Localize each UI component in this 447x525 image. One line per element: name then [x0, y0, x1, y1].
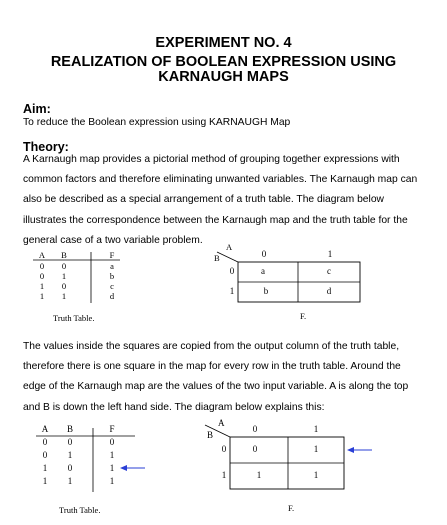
tt-cell: b — [109, 271, 115, 281]
tt-cell: 1 — [61, 291, 67, 301]
text-line: general case of a two variable problem. — [23, 234, 203, 246]
aim-heading: Aim: — [23, 102, 51, 116]
kmap-row-label: 1 — [221, 470, 227, 480]
kmap-cell-10: b — [263, 286, 269, 296]
tt-cell: 1 — [61, 271, 67, 281]
truth-table-2-caption: Truth Table. — [59, 505, 101, 515]
kmap-row-label: 1 — [229, 286, 235, 296]
text-line: edge of the Karnaugh map are the values of the two input variable. A is along the top — [23, 381, 409, 393]
arrow-left-icon — [347, 447, 354, 453]
kmap-row-label: 0 — [229, 266, 235, 276]
aim-text: To reduce the Boolean expression using KARNAUGH Map — [23, 117, 291, 128]
kmap-cell-01: 1 — [313, 444, 319, 454]
tt-cell: 1 — [109, 463, 115, 473]
tt-cell: 0 — [39, 261, 45, 271]
tt-cell: 1 — [39, 281, 45, 291]
tt-cell: 1 — [67, 476, 73, 486]
tt-cell: 1 — [42, 463, 48, 473]
kmap-var-b: B — [207, 430, 214, 440]
tt-cell: 0 — [67, 437, 73, 447]
theory-heading: Theory: — [23, 140, 69, 154]
text-line: also be described as a special arrangement of a truth table. The diagram below — [23, 194, 384, 206]
kmap-cell-11: 1 — [313, 470, 319, 480]
tt-cell: a — [110, 261, 114, 271]
subtitle-line-2: KARNAUGH MAPS — [158, 69, 289, 85]
tt-cell: 0 — [67, 463, 73, 473]
tt-header-b: B — [61, 250, 67, 260]
kmap-row-label: 0 — [221, 444, 227, 454]
kmap-var-a: A — [218, 418, 225, 428]
kmap-cell-00: 0 — [252, 444, 258, 454]
tt-cell: 1 — [109, 450, 115, 460]
tt-cell: 0 — [39, 271, 45, 281]
tt-cell: 1 — [67, 450, 73, 460]
subtitle-line-1: REALIZATION OF BOOLEAN EXPRESSION USING — [50, 54, 397, 70]
tt-header-a: A — [38, 250, 46, 260]
page-title: EXPERIMENT NO. 4 — [155, 35, 292, 51]
kmap-cell-01: c — [327, 266, 331, 276]
text-line: and B is down the left hand side. The diagram below explains this: — [23, 401, 325, 413]
kmap-col-label: 1 — [313, 424, 319, 434]
tt-cell: 0 — [109, 437, 115, 447]
tt-cell: c — [110, 281, 114, 291]
kmap-col-label: 0 — [261, 249, 267, 259]
kmap-1-caption: F. — [300, 311, 307, 321]
tt-header-b: B — [66, 424, 73, 434]
text-line: common factors and therefore eliminating unwanted variables. The Karnaugh map can — [23, 174, 418, 186]
kmap-col-label: 1 — [327, 249, 333, 259]
text-line: illustrates the correspondence between the Karnaugh map and the truth table for the — [23, 214, 408, 226]
kmap-cell-00: a — [261, 266, 265, 276]
tt-header-a: A — [41, 424, 49, 434]
tt-cell: 1 — [42, 476, 48, 486]
text-line: The values inside the squares are copied from the output column of the truth table, — [23, 341, 400, 352]
kmap-var-a: A — [226, 242, 233, 252]
tt-cell: 0 — [61, 261, 67, 271]
tt-cell: 0 — [42, 450, 48, 460]
kmap-cell-10: 1 — [256, 470, 262, 480]
kmap-var-b: B — [214, 253, 220, 263]
tt-cell: 0 — [42, 437, 48, 447]
kmap-col-label: 0 — [252, 424, 258, 434]
truth-table-1-caption: Truth Table. — [53, 313, 95, 323]
text-line: therefore there is one square in the map for every row in the truth table. Around the — [23, 361, 401, 373]
tt-header-f: F — [109, 250, 115, 260]
kmap-2-caption: F. — [288, 503, 295, 513]
kmap-cell-11: d — [326, 286, 332, 296]
tt-header-f: F — [109, 424, 115, 434]
tt-cell: 1 — [39, 291, 45, 301]
tt-cell: d — [109, 291, 115, 301]
tt-cell: 1 — [109, 476, 115, 486]
tt-cell: 0 — [61, 281, 67, 291]
text-line: A Karnaugh map provides a pictorial method of grouping together expressions with — [23, 154, 400, 165]
